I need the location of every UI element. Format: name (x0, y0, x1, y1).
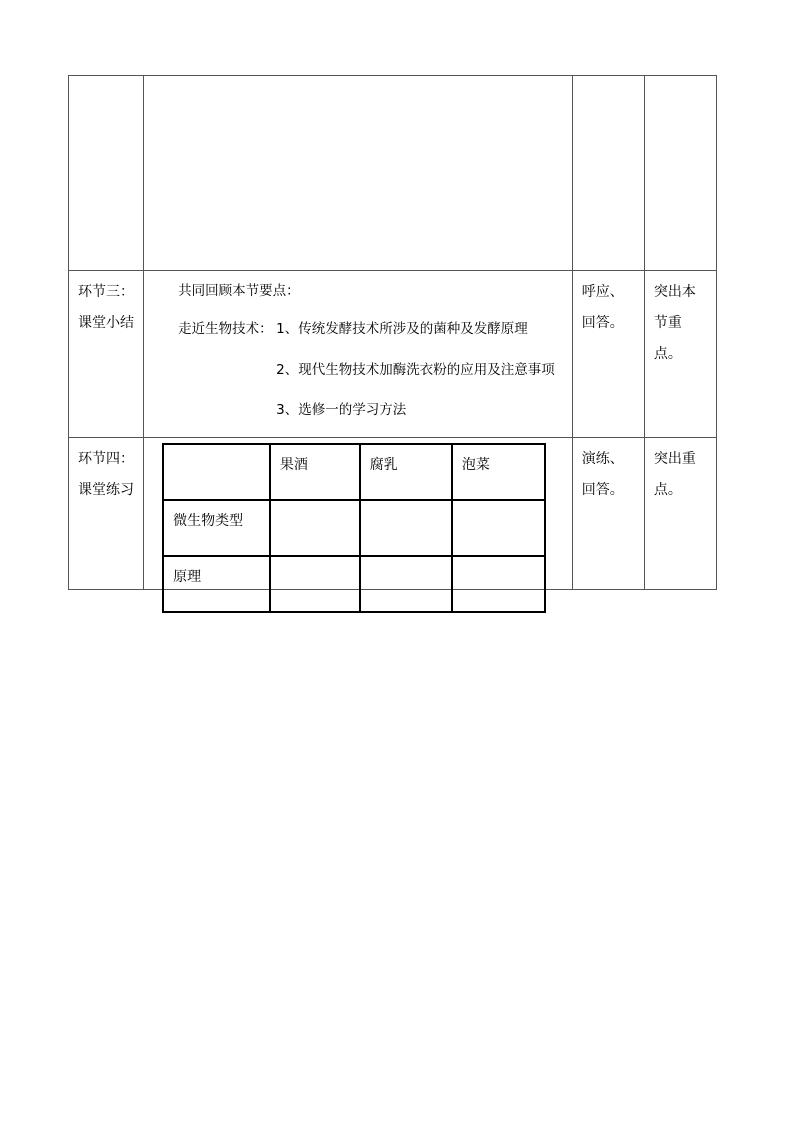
summary-prefix: 走近生物技术： (178, 321, 273, 337)
summary-point: 1、传统发酵技术所涉及的菌种及发酵原理 (276, 321, 528, 337)
table-row (69, 271, 717, 438)
stage-label: 环节四：课堂练习 (78, 451, 134, 498)
practice-row-label: 原理 (163, 556, 270, 612)
practice-header-cell: 果酒 (270, 444, 360, 500)
activity-cell (572, 76, 644, 271)
practice-header-row (163, 444, 545, 500)
activity-cell (572, 438, 644, 590)
lesson-plan-table (68, 75, 717, 590)
summary-point: 3、选修一的学习方法 (276, 402, 407, 418)
practice-answer-cell (270, 556, 360, 612)
practice-answer-cell (452, 500, 545, 556)
stage-cell (69, 438, 144, 590)
practice-cell (144, 438, 573, 590)
intent-cell (644, 271, 716, 438)
stage-label: 环节三：课堂小结 (78, 284, 134, 331)
practice-header-cell (163, 444, 270, 500)
table-row (69, 76, 717, 271)
practice-answer-cell (270, 500, 360, 556)
intent-label: 突出本节重点。 (653, 284, 696, 362)
practice-answer-cell (360, 556, 452, 612)
summary-cell (144, 271, 573, 438)
content-cell (144, 76, 573, 271)
activity-label: 呼应、回答。 (581, 284, 624, 331)
intent-cell (644, 438, 716, 590)
intent-cell (644, 76, 716, 271)
stage-cell (69, 271, 144, 438)
table-row (69, 438, 717, 590)
practice-answer-cell (360, 500, 452, 556)
activity-cell (572, 271, 644, 438)
practice-row-label: 微生物类型 (163, 500, 270, 556)
activity-label: 演练、回答。 (581, 451, 624, 498)
practice-row (163, 500, 545, 556)
stage-cell (69, 76, 144, 271)
summary-point: 2、现代生物技术加酶洗衣粉的应用及注意事项 (276, 362, 555, 378)
intent-label: 突出重点。 (653, 451, 696, 498)
summary-heading: 共同回顾本节要点： (178, 283, 300, 299)
practice-row (163, 556, 545, 612)
practice-header-cell: 泡菜 (452, 444, 545, 500)
practice-answer-cell (452, 556, 545, 612)
practice-table (162, 443, 546, 613)
practice-header-cell: 腐乳 (360, 444, 452, 500)
